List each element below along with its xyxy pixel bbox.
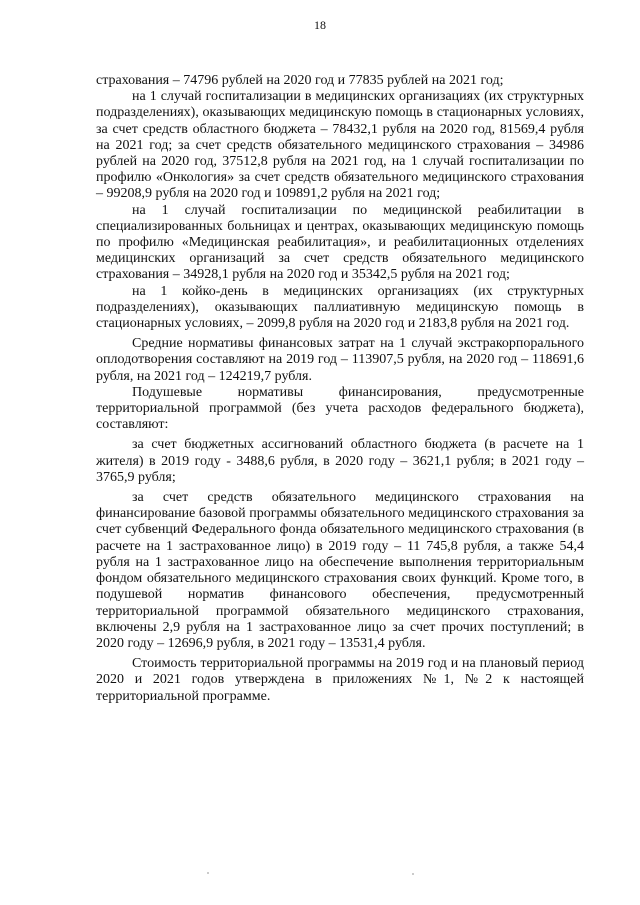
paragraph-palliative-cost: на 1 койко-день в медицинских организациях (их структурных подразделениях), оказывающих паллиативную медицинскую помощь в стационарных условиях, – 2099,8 рубля на 2020 год и 2183,8 рубля на 2021 год.: [96, 283, 584, 332]
paragraph-hospitalization-cost: на 1 случай госпитализации в медицинских организациях (их структурных подразделениях), оказывающих медицинскую помощь в стационарных условиях, за счет средств областного бюджета – 78432,1 рубля на 2020 год, 81569,4 рубля на 2021 год; за счет средств обязательного медицинского страхования – 34986 рублей на 2020 год, 37512,8 рубля на 2021 год, на 1 случай госпитализации по профилю «Онкология» за счет средств обязательного медицинского страхования – 99208,9 рубля на 2020 год и 109891,2 рубля на 2021 год;: [96, 89, 584, 202]
paragraph-insurance-funding: за счет средств обязательного медицинского страхования на финансирование базовой программы обязательного медицинского страхования за счет субвенций Федерального фонда обязательного медицинского страхования (в расчете на 1 застрахованное лицо) в 2019 году – 11 745,8 рубля, а также 54,4 рубля на 1 застрахованное лицо на обеспечение выполнения территориальным фондом обязательного медицинского страхования своих функций. Кроме того, в подушевой норматив финансового обеспечения, предусмотренный территориальной программой обязательного медицинского страхования, включены 2,9 рубля на 1 застрахованное лицо за счет прочих поступлений; в 2020 году – 12696,9 рубля, в 2021 году – 13531,4 рубля.: [96, 490, 584, 651]
scan-dot: [207, 872, 209, 874]
paragraph-rehabilitation-cost: на 1 случай госпитализации по медицинской реабилитации в специализированных больницах и центрах, оказывающих медицинскую помощь по профилю «Медицинская реабилитация», и реабилитационных отделениях медицинских организаций за счет средств обязательного медицинского страхования – 34928,1 рубля на 2020 год и 35342,5 рубля на 2021 год;: [96, 202, 584, 283]
paragraph-program-cost: Стоимость территориальной программы на 2019 год и на плановый период 2020 и 2021 годов утверждена в приложениях №1, №2 к настоящей территориальной программе.: [96, 656, 584, 704]
scan-dot: [412, 873, 414, 875]
paragraph-ivf-cost: Средние нормативы финансовых затрат на 1 случай экстракорпорального оплодотворения составляют на 2019 год – 113907,5 рубля, на 2020 год – 118691,6 рубля, на 2021 год – 124219,7 рубля.: [96, 336, 584, 384]
page-number: 18: [314, 18, 326, 32]
scan-artifacts: [0, 872, 640, 876]
document-body: [96, 73, 584, 705]
paragraph-per-capita-intro: Подушевые нормативы финансирования, предусмотренные территориальной программой (без учета расходов федерального бюджета), составляют:: [96, 384, 584, 433]
paragraph-regional-budget: за счет бюджетных ассигнований областного бюджета (в расчете на 1 жителя) в 2019 году - 3488,6 рубля, в 2020 году – 3621,1 рубля; в 2021 году – 3765,9 рубля;: [96, 437, 584, 485]
paragraph-insurance-cost: страхования – 74796 рублей на 2020 год и 77835 рублей на 2021 год;: [96, 73, 504, 88]
